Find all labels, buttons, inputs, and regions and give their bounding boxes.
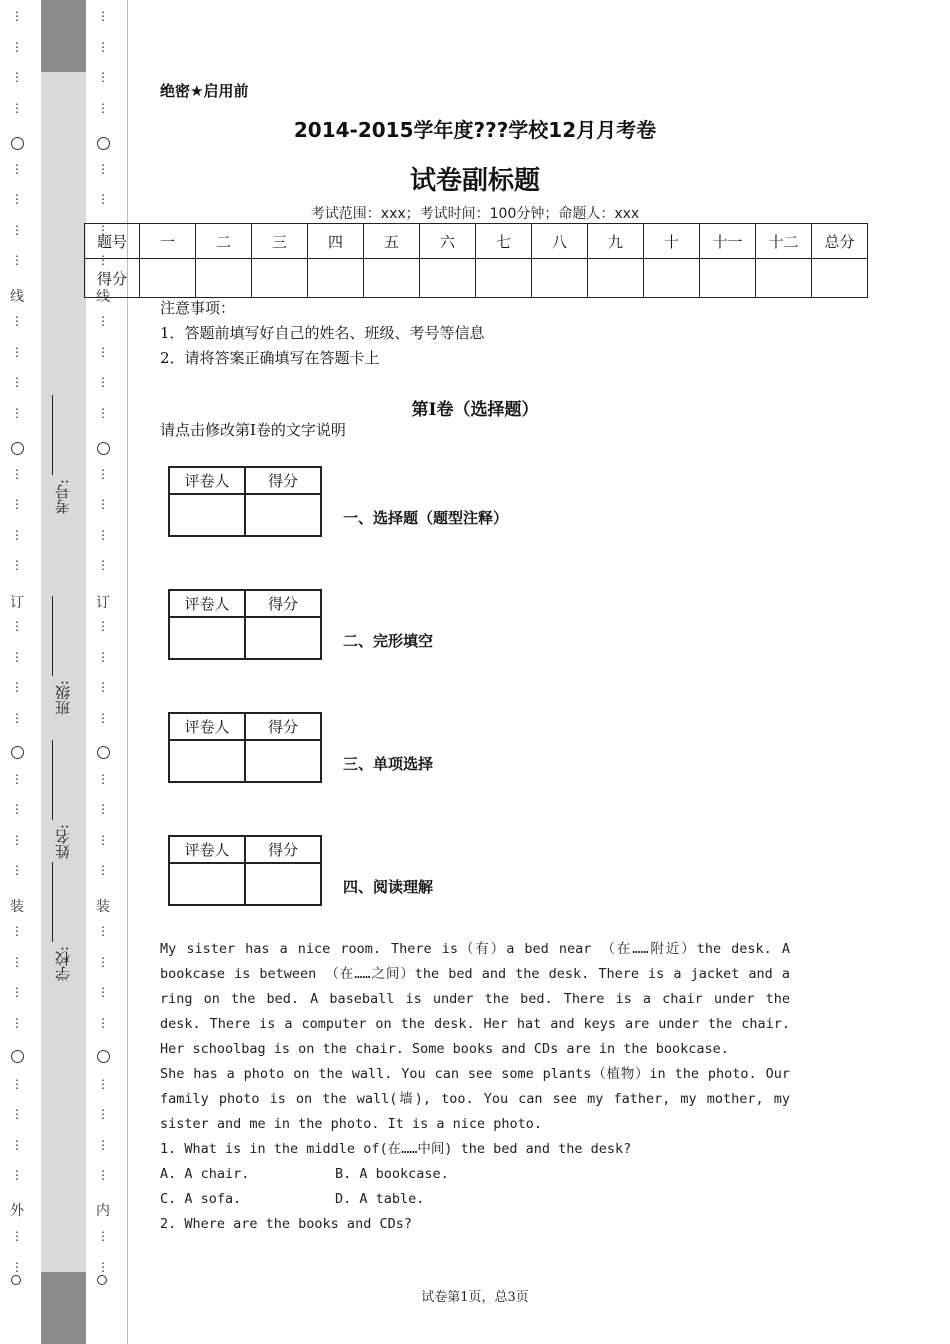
grader-cell[interactable]	[169, 740, 245, 782]
dotted-separator: ⋮	[97, 70, 109, 84]
question-1-options-row	[160, 1187, 790, 1212]
dotted-separator: ⋮	[97, 558, 109, 572]
exam-subtitle: 试卷副标题	[409, 166, 540, 196]
dotted-separator: ⋮	[11, 1168, 23, 1182]
dotted-separator: ⋮	[11, 1229, 23, 1243]
dotted-separator: ⋮	[11, 680, 23, 694]
score-cell[interactable]	[245, 617, 321, 659]
outer-bind-label: 装	[10, 899, 24, 915]
binding-hole-icon	[11, 746, 24, 759]
score-cell[interactable]	[252, 259, 308, 298]
dotted-separator: ⋮	[97, 710, 109, 725]
exam-number-field[interactable]	[52, 395, 73, 514]
score-cell[interactable]	[700, 259, 756, 298]
inner-inside-label: 内	[96, 1203, 110, 1219]
score-header-cell: 四	[308, 224, 364, 259]
inner-line-label: 线	[96, 289, 110, 305]
dotted-separator: ⋮	[11, 710, 23, 725]
dotted-separator: ⋮	[97, 802, 109, 816]
exam-title: 2014-2015学年度???学校12月月考卷	[293, 118, 657, 142]
dotted-separator: ⋮	[11, 9, 23, 23]
dotted-separator: ⋮	[97, 161, 109, 176]
score-header-cell: 二	[196, 224, 252, 259]
dotted-separator: ⋮	[11, 253, 23, 267]
school-field[interactable]	[52, 862, 73, 981]
dotted-separator: ⋮	[97, 39, 109, 54]
score-cell[interactable]	[532, 259, 588, 298]
dotted-separator: ⋮	[11, 771, 23, 786]
dotted-separator: ⋮	[97, 405, 109, 420]
grader-label: 评卷人	[169, 590, 245, 617]
score-cell[interactable]	[196, 259, 252, 298]
part-heading: 三、单项选择	[343, 755, 434, 773]
score-table	[84, 223, 868, 298]
dotted-separator: ⋮	[11, 954, 23, 969]
binding-hole-icon	[11, 1275, 21, 1285]
question-1-options-row	[160, 1162, 790, 1187]
dotted-separator: ⋮	[97, 1015, 109, 1030]
dotted-separator: ⋮	[97, 985, 109, 999]
score-row-label: 得分	[85, 259, 140, 298]
score-label: 得分	[245, 590, 321, 617]
binding-hole-icon	[97, 1275, 107, 1285]
dotted-separator: ⋮	[97, 1076, 109, 1091]
grader-label: 评卷人	[169, 467, 245, 494]
score-cell[interactable]	[812, 259, 868, 298]
score-cell[interactable]	[420, 259, 476, 298]
notes-item: 1．答题前填写好自己的姓名、班级、考号等信息	[160, 324, 485, 342]
dotted-separator: ⋮	[97, 466, 109, 481]
dotted-separator: ⋮	[11, 466, 23, 481]
score-cell[interactable]	[588, 259, 644, 298]
grader-cell[interactable]	[169, 494, 245, 536]
score-table-score-row	[85, 259, 868, 298]
dotted-separator: ⋮	[11, 100, 23, 115]
dotted-separator: ⋮	[11, 802, 23, 816]
score-header-cell: 三	[252, 224, 308, 259]
dotted-separator: ⋮	[97, 314, 109, 328]
dotted-separator: ⋮	[11, 39, 23, 54]
dotted-separator: ⋮	[11, 405, 23, 420]
notes-heading: 注意事项：	[160, 299, 236, 317]
dotted-separator: ⋮	[97, 863, 109, 877]
grader-label: 评卷人	[169, 713, 245, 740]
binding-hole-icon	[97, 1050, 110, 1063]
dotted-separator: ⋮	[11, 1137, 23, 1152]
passage-paragraph: She has a photo on the wall. You can see some plants（植物）in the photo. Our family photo is on the wall(墙), too. You can see my father, my mother, my sister and me in the photo. It is a nice photo.	[160, 1066, 790, 1132]
dotted-separator: ⋮	[97, 924, 109, 938]
dotted-separator: ⋮	[97, 222, 109, 237]
score-header-cell: 九	[588, 224, 644, 259]
dotted-separator: ⋮	[97, 680, 109, 694]
dotted-separator: ⋮	[97, 192, 109, 206]
score-cell[interactable]	[756, 259, 812, 298]
dotted-separator: ⋮	[11, 222, 23, 237]
dotted-separator: ⋮	[11, 192, 23, 206]
exam-info: 考试范围：xxx；考试时间：100分钟；命题人：xxx	[310, 206, 640, 222]
score-label: 得分	[245, 467, 321, 494]
inner-bind-label: 装	[96, 899, 110, 915]
confidential-label: 绝密★启用前	[160, 82, 249, 100]
dotted-separator: ⋮	[97, 954, 109, 969]
dotted-separator: ⋮	[11, 497, 23, 511]
score-table-header-row	[85, 224, 868, 259]
part-heading: 二、完形填空	[343, 632, 434, 650]
score-cell[interactable]	[245, 740, 321, 782]
binding-hole-icon	[97, 746, 110, 759]
binding-hole-icon	[11, 1050, 24, 1063]
dotted-separator: ⋮	[97, 1168, 109, 1182]
binding-hole-icon	[97, 442, 110, 455]
dotted-separator: ⋮	[11, 70, 23, 84]
notes-item: 2．请将答案正确填写在答题卡上	[160, 349, 380, 367]
dotted-separator: ⋮	[97, 619, 109, 633]
score-label: 得分	[245, 836, 321, 863]
grader-cell[interactable]	[169, 617, 245, 659]
score-cell[interactable]	[140, 259, 196, 298]
dotted-separator: ⋮	[11, 619, 23, 633]
section-title: 第I卷（选择题）	[411, 400, 539, 420]
passage-paragraph: My sister has a nice room. There is（有）a bed near （在……附近）the desk. A bookcase is between （在……之间）the bed and the desk. There is a jacket and a ring on the bed. A baseball is under the bed. There is a chair under the desk. There is a computer on the desk. Her hat and keys are under the chair. Her schoolbag is on the chair. Some books and CDs are in the bookcase.	[160, 941, 790, 1057]
question-1: 1. What is in the middle of(在……中间) the bed and the desk?	[160, 1141, 632, 1157]
grader-box	[168, 712, 322, 783]
score-cell[interactable]	[308, 259, 364, 298]
score-header-cell: 十	[644, 224, 700, 259]
dotted-separator: ⋮	[11, 1259, 23, 1274]
score-header-cell: 总分	[812, 224, 868, 259]
dotted-separator: ⋮	[97, 527, 109, 542]
binding-strip-top	[41, 0, 86, 72]
margin-divider	[127, 0, 128, 1344]
score-header-cell: 十二	[756, 224, 812, 259]
class-field[interactable]	[52, 596, 73, 715]
school-label: 学校:	[54, 946, 72, 982]
outer-outside-label: 外	[10, 1203, 24, 1219]
dotted-separator: ⋮	[11, 314, 23, 328]
dotted-separator: ⋮	[97, 832, 109, 847]
dotted-separator: ⋮	[97, 375, 109, 389]
binding-hole-icon	[97, 137, 110, 150]
dotted-separator: ⋮	[11, 832, 23, 847]
name-field[interactable]	[52, 740, 73, 859]
dotted-separator: ⋮	[11, 649, 23, 664]
score-cell[interactable]	[364, 259, 420, 298]
outer-order-label: 订	[10, 595, 24, 611]
grader-box	[168, 589, 322, 660]
notes-block	[160, 296, 485, 371]
grader-cell[interactable]	[169, 863, 245, 905]
score-cell[interactable]	[476, 259, 532, 298]
score-cell[interactable]	[245, 494, 321, 536]
option-d[interactable]: D. A table.	[335, 1191, 425, 1207]
dotted-separator: ⋮	[11, 924, 23, 938]
dotted-separator: ⋮	[97, 100, 109, 115]
question-2: 2. Where are the books and CDs?	[160, 1216, 412, 1232]
option-b[interactable]: B. A bookcase.	[335, 1166, 449, 1182]
part-heading: 一、选择题（题型注释）	[343, 509, 509, 527]
section-description: 请点击修改第I卷的文字说明	[160, 421, 346, 439]
option-c[interactable]: C. A sofa.	[160, 1191, 242, 1207]
score-header-cell: 五	[364, 224, 420, 259]
score-header-cell: 题号	[85, 224, 140, 259]
score-header-cell: 八	[532, 224, 588, 259]
dotted-separator: ⋮	[97, 1137, 109, 1152]
dotted-separator: ⋮	[97, 1259, 109, 1274]
inner-order-label: 订	[96, 595, 110, 611]
part-heading: 四、阅读理解	[343, 878, 434, 896]
page-footer: 试卷第1页，总3页	[421, 1290, 529, 1305]
name-label: 姓名:	[54, 824, 72, 860]
dotted-separator: ⋮	[11, 558, 23, 572]
score-header-cell: 十一	[700, 224, 756, 259]
dotted-separator: ⋮	[11, 344, 23, 359]
dotted-separator: ⋮	[97, 9, 109, 23]
dotted-separator: ⋮	[11, 985, 23, 999]
exam-number-label: 考号:	[54, 479, 72, 515]
score-header-cell: 六	[420, 224, 476, 259]
dotted-separator: ⋮	[11, 527, 23, 542]
grader-label: 评卷人	[169, 836, 245, 863]
dotted-separator: ⋮	[97, 1107, 109, 1121]
dotted-separator: ⋮	[97, 1229, 109, 1243]
score-label: 得分	[245, 713, 321, 740]
score-header-cell: 七	[476, 224, 532, 259]
dotted-separator: ⋮	[97, 344, 109, 359]
dotted-separator: ⋮	[11, 1107, 23, 1121]
option-a[interactable]: A. A chair.	[160, 1166, 250, 1182]
dotted-separator: ⋮	[97, 649, 109, 664]
score-cell[interactable]	[245, 863, 321, 905]
class-label: 班级:	[54, 680, 72, 716]
score-cell[interactable]	[644, 259, 700, 298]
score-header-cell: 一	[140, 224, 196, 259]
outer-line-label: 线	[10, 289, 24, 305]
dotted-separator: ⋮	[11, 1076, 23, 1091]
dotted-separator: ⋮	[11, 1015, 23, 1030]
dotted-separator: ⋮	[97, 497, 109, 511]
grader-box	[168, 835, 322, 906]
binding-hole-icon	[11, 137, 24, 150]
dotted-separator: ⋮	[11, 161, 23, 176]
binding-hole-icon	[11, 442, 24, 455]
dotted-separator: ⋮	[97, 771, 109, 786]
dotted-separator: ⋮	[11, 375, 23, 389]
binding-strip-bottom	[41, 1272, 86, 1344]
dotted-separator: ⋮	[11, 863, 23, 877]
grader-box	[168, 466, 322, 537]
dotted-separator: ⋮	[97, 253, 109, 267]
reading-passage	[160, 937, 790, 1237]
